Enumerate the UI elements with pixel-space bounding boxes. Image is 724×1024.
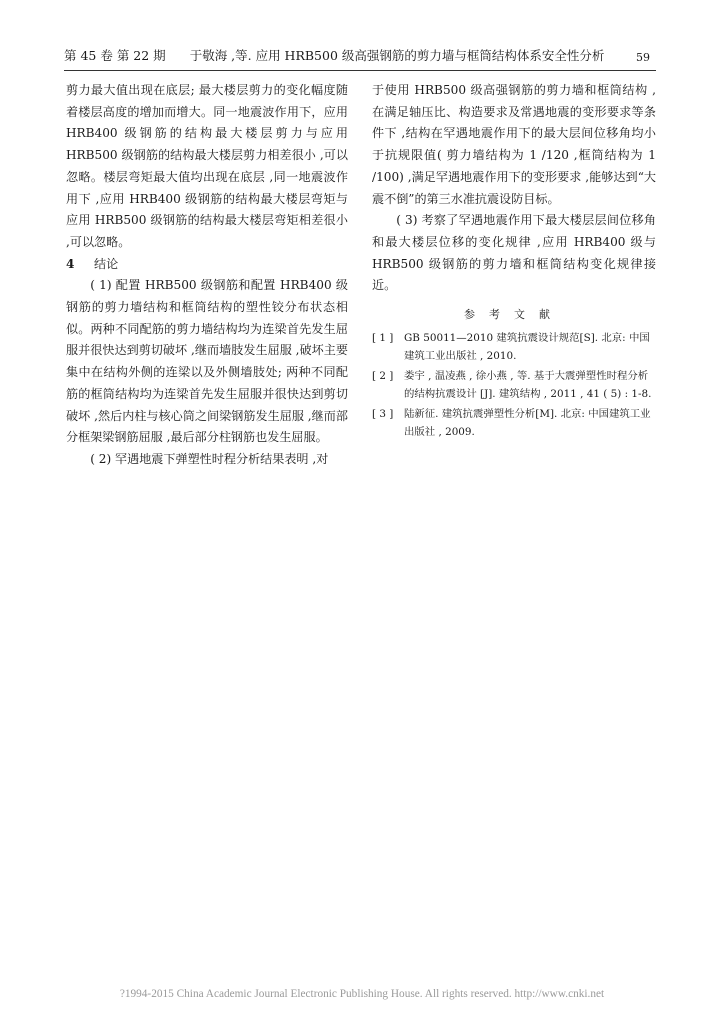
reference-text: GB 50011—2010 建筑抗震设计规范[S]. 北京: 中国建筑工业出版社 , 2010.	[404, 332, 650, 362]
reference-number: [ 1 ]	[372, 332, 394, 345]
reference-item	[372, 406, 656, 441]
reference-text: 陆新征. 建筑抗震弹塑性分析[M]. 北京: 中国建筑工业出版社 , 2009.	[404, 408, 651, 438]
reference-item	[372, 368, 656, 403]
header-left	[64, 46, 604, 66]
references-title: 参考文献	[464, 308, 564, 322]
left-column	[66, 80, 348, 471]
conclusion-1: ( 1) 配置 HRB500 级钢筋和配置 HRB400 级钢筋的剪力墙结构和框筒结构的塑性铰分布状态相似。两种不同配筋的剪力墙结构均为连梁首先发生屈服并很快达到剪切破坏 ,继而墙肢发生屈服 ,破坏主要集中在结构外侧的连梁以及外侧墙肢处; 两种不同配筋的框筒结构均为连梁首先发生屈服并很快达到剪切破坏 ,然后内柱与核心筒之间梁钢筋发生屈服 ,继而部分框架梁钢筋屈服 ,最后部分柱钢筋也发生屈服。	[66, 278, 348, 445]
conclusion-2-start: ( 2) 罕遇地震下弹塑性时程分析结果表明 ,对	[90, 451, 329, 466]
reference-text: 娄宇 , 温凌燕 , 徐小燕 , 等. 基于大震弹塑性时程分析的结构抗震设计 [J]. 建筑结构 , 2011 , 41 ( 5) : 1-8.	[404, 370, 652, 400]
conclusion-3: ( 3) 考察了罕遇地震作用下最大楼层层间位移角和最大楼层位移的变化规律 ,应用 HRB400 级与 HRB500 级钢筋的剪力墙和框筒结构变化规律接近。	[372, 213, 656, 293]
results-paragraph-continued: 剪力最大值出现在底层; 最大楼层剪力的变化幅度随着楼层高度的增加而增大。同一地震波作用下，应用 HRB400 级钢筋的结构最大楼层剪力与应用 HRB500 级钢筋的结构最大楼层剪力相差很小 ,可以忽略。楼层弯矩最大值均出现在底层 ,同一地震波作用下 ,应用 HRB400 级钢筋的结构最大楼层弯矩与应用 HRB500 级钢筋的结构最大楼层弯矩相差很小 ,可以忽略。	[66, 83, 348, 249]
reference-number: [ 2 ]	[372, 370, 394, 383]
section-title: 结论	[94, 256, 119, 271]
page-number: 59	[636, 51, 650, 64]
reference-number: [ 3 ]	[372, 408, 394, 421]
running-header	[64, 46, 656, 70]
right-column	[372, 80, 656, 445]
running-title: 于敬海 ,等. 应用 HRB500 级高强钢筋的剪力墙与框筒结构体系安全性分析	[189, 48, 605, 63]
header-rule	[64, 70, 656, 71]
copyright-footer: ?1994-2015 China Academic Journal Electronic Publishing House. All rights reserved. http://www.cnki.net	[119, 988, 605, 1000]
volume-issue: 第 45 卷 第 22 期	[64, 48, 166, 63]
conclusion-2-end: 于使用 HRB500 级高强钢筋的剪力墙和框筒结构 ,在满足轴压比、构造要求及常遇地震的变形要求等条件下 ,结构在罕遇地震作用下的最大层间位移角均小于抗规限值( 剪力墙结构为 1 /120 ,框筒结构为 1 /100) ,满足罕遇地震作用下的变形要求 ,能够达到“大震不倒”的第三水准抗震设防目标。	[372, 83, 656, 206]
reference-item	[372, 330, 656, 365]
section-heading	[66, 254, 348, 276]
section-number: 4	[66, 256, 75, 271]
